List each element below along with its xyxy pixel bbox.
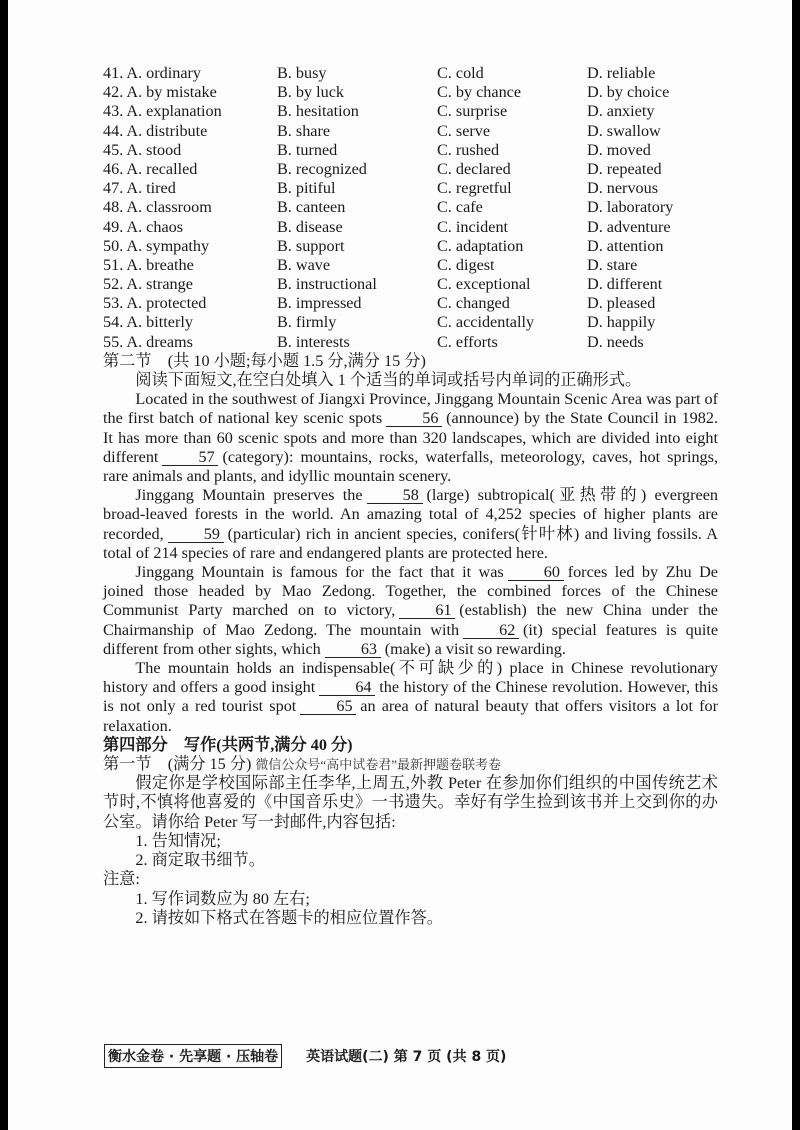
option-c: C. cafe <box>437 198 483 217</box>
options-table <box>103 64 718 352</box>
passage-paragraph-1: Located in the southwest of Jiangxi Province, Jinggang Mountain Scenic Area was part of the first batch of national key scenic spots 56 (announce) by the State Council in 1982. It has more than 60 scenic spots and more than 320 landscapes, which are divided into eight different 57 (category): mountains, rocks, waterfalls, meteorology, caves, hot springs, rare animals and plants, and idyllic mountain scenery. <box>103 390 719 486</box>
option-d: D. reliable <box>587 64 656 82</box>
part4-section1-heading: 第一节 (满分 15 分) 微信公众号“高中试卷君”最新押题卷联考卷 <box>103 755 501 774</box>
option-b: B. impressed <box>277 294 362 313</box>
option-b: B. interests <box>277 332 350 351</box>
option-a: 44. A. distribute <box>103 121 208 140</box>
option-c: C. exceptional <box>437 275 531 294</box>
question-row <box>103 294 718 313</box>
question-number: 53. <box>103 294 124 313</box>
note-item-1: 1. 写作词数应为 80 左右; <box>135 889 310 908</box>
option-b: B. by luck <box>277 83 344 102</box>
option-d: D. swallow <box>587 121 661 140</box>
option-b: B. canteen <box>277 198 346 217</box>
question-number: 49. <box>103 217 124 236</box>
option-c: C. serve <box>437 121 491 140</box>
section2-heading: 第二节 (共 10 小题;每小题 1.5 分,满分 15 分) <box>103 351 426 370</box>
option-d: D. different <box>587 275 663 294</box>
option-c: C. changed <box>437 294 510 313</box>
writing-prompt: 假定你是学校国际部主任李华,上周五,外教 Peter 在参加你们组织的中国传统艺术节时,不慎将他喜爱的《中国音乐史》一书遗失。幸好有学生捡到该书并上交到你的办公室。请你给 Peter 写一封邮件,内容包括: <box>103 774 718 831</box>
blank-57[interactable]: 57 <box>162 449 218 466</box>
page-content <box>103 64 718 928</box>
blank-65[interactable]: 65 <box>300 698 356 715</box>
option-d: D. adventure <box>587 217 671 236</box>
option-a: 48. A. classroom <box>103 198 212 217</box>
question-row <box>103 256 718 275</box>
option-b: B. wave <box>277 255 331 274</box>
note-item-2: 2. 请按如下格式在答题卡的相应位置作答。 <box>135 908 443 927</box>
passage-paragraph-2: Jinggang Mountain preserves the 58 (large) subtropical(亚热带的) evergreen broad-leaved forests in the world. An amazing total of 4,252 species of higher plants are recorded, 59 (particular) rich in ancient species, conifers(针叶林) and living fossils. A total of 214 species of rare and endangered plants are protected here. <box>103 486 719 562</box>
option-a: 50. A. sympathy <box>103 236 210 255</box>
question-number: 46. <box>103 159 124 178</box>
option-d: D. nervous <box>587 179 659 198</box>
question-number: 42. <box>103 83 124 102</box>
blank-58[interactable]: 58 <box>367 487 423 504</box>
notes-label: 注意: <box>103 870 140 889</box>
question-number: 43. <box>103 102 124 121</box>
option-a: 47. A. tired <box>103 179 176 198</box>
option-c: C. adaptation <box>437 236 524 255</box>
question-number: 47. <box>103 179 124 198</box>
question-row <box>103 237 718 256</box>
option-a: 49. A. chaos <box>103 217 184 236</box>
option-c: C. accidentally <box>437 313 535 332</box>
option-b: B. recognized <box>277 159 367 178</box>
option-c: C. regretful <box>437 179 512 198</box>
option-d: D. anxiety <box>587 102 655 121</box>
option-a: 54. A. bitterly <box>103 313 193 332</box>
blank-60[interactable]: 60 <box>508 564 564 581</box>
option-b: B. busy <box>277 64 327 82</box>
question-row <box>103 64 718 83</box>
question-row <box>103 313 718 332</box>
option-c: C. surprise <box>437 102 508 121</box>
passage-paragraph-4: The mountain holds an indispensable(不可缺少的) place in Chinese revolutionary history and offers a good insight 64 the history of the Chinese revolution. However, this is not only a red tourist spot 65 an area of natural beauty that offers visitors a lot for relaxation. <box>103 659 719 735</box>
option-a: 52. A. strange <box>103 275 193 294</box>
question-number: 52. <box>103 275 124 294</box>
option-c: C. rushed <box>437 140 500 159</box>
question-row <box>103 179 718 198</box>
option-b: B. instructional <box>277 275 377 294</box>
option-b: B. disease <box>277 217 343 236</box>
option-c: C. declared <box>437 159 511 178</box>
option-d: D. laboratory <box>587 198 674 217</box>
section2-instruction: 阅读下面短文,在空白处填入 1 个适当的单词或括号内单词的正确形式。 <box>135 371 642 390</box>
option-a: 55. A. dreams <box>103 332 193 351</box>
option-d: D. needs <box>587 332 644 351</box>
question-number: 41. <box>103 64 124 82</box>
part4-heading: 第四部分 写作(共两节,满分 40 分) <box>103 735 353 754</box>
content-item-1: 1. 告知情况; <box>135 831 221 850</box>
question-row <box>103 102 718 121</box>
blank-62[interactable]: 62 <box>463 622 519 639</box>
question-row <box>103 83 718 102</box>
question-number: 45. <box>103 140 124 159</box>
question-number: 54. <box>103 313 124 332</box>
blank-59[interactable]: 59 <box>168 526 224 543</box>
option-b: B. firmly <box>277 313 337 332</box>
option-a: 53. A. protected <box>103 294 207 313</box>
option-a: 41. A. ordinary <box>103 64 202 82</box>
page-info: 英语试题(二) 第 7 页 (共 8 页) <box>306 1049 507 1065</box>
question-number: 44. <box>103 121 124 140</box>
exam-page <box>8 0 792 1130</box>
option-b: B. turned <box>277 140 338 159</box>
option-d: D. stare <box>587 255 638 274</box>
option-b: B. support <box>277 236 345 255</box>
option-d: D. by choice <box>587 83 670 102</box>
question-number: 55. <box>103 332 124 351</box>
question-number: 48. <box>103 198 124 217</box>
option-d: D. repeated <box>587 159 662 178</box>
option-a: 46. A. recalled <box>103 159 198 178</box>
question-row <box>103 160 718 179</box>
option-b: B. hesitation <box>277 102 359 121</box>
option-c: C. by chance <box>437 83 522 102</box>
question-row <box>103 141 718 160</box>
content-item-2: 2. 商定取书细节。 <box>135 851 265 870</box>
question-row <box>103 198 718 217</box>
series-label: 衡水金卷 · 先享题 · 压轴卷 <box>104 1044 282 1068</box>
question-row <box>103 333 718 352</box>
question-number: 51. <box>103 255 124 274</box>
option-b: B. pitiful <box>277 179 336 198</box>
watermark-note: 微信公众号“高中试卷君”最新押题卷联考卷 <box>255 757 501 773</box>
option-b: B. share <box>277 121 331 140</box>
option-c: C. efforts <box>437 332 498 351</box>
blank-61[interactable]: 61 <box>399 602 455 619</box>
question-row <box>103 218 718 237</box>
option-a: 42. A. by mistake <box>103 83 217 102</box>
question-row <box>103 122 718 141</box>
blank-64[interactable]: 64 <box>319 679 375 696</box>
blank-63[interactable]: 63 <box>325 641 381 658</box>
blank-56[interactable]: 56 <box>386 410 442 427</box>
option-d: D. pleased <box>587 294 656 313</box>
option-d: D. attention <box>587 236 664 255</box>
option-a: 51. A. breathe <box>103 255 194 274</box>
option-c: C. digest <box>437 255 495 274</box>
option-c: C. cold <box>437 64 484 82</box>
page-footer <box>104 1044 506 1068</box>
option-c: C. incident <box>437 217 509 236</box>
question-row <box>103 275 718 294</box>
option-a: 43. A. explanation <box>103 102 222 121</box>
option-d: D. happily <box>587 313 656 332</box>
question-number: 50. <box>103 236 124 255</box>
option-a: 45. A. stood <box>103 140 182 159</box>
passage-paragraph-3: Jinggang Mountain is famous for the fact that it was 60 forces led by Zhu De joined those headed by Mao Zedong. Together, the combined forces of the Chinese Communist Party marched on to victory, 61 (establish) the new China under the Chairmanship of Mao Zedong. The mountain with 62 (it) special features is quite different from other sights, which 63 (make) a visit so rewarding. <box>103 563 718 658</box>
option-d: D. moved <box>587 140 651 159</box>
